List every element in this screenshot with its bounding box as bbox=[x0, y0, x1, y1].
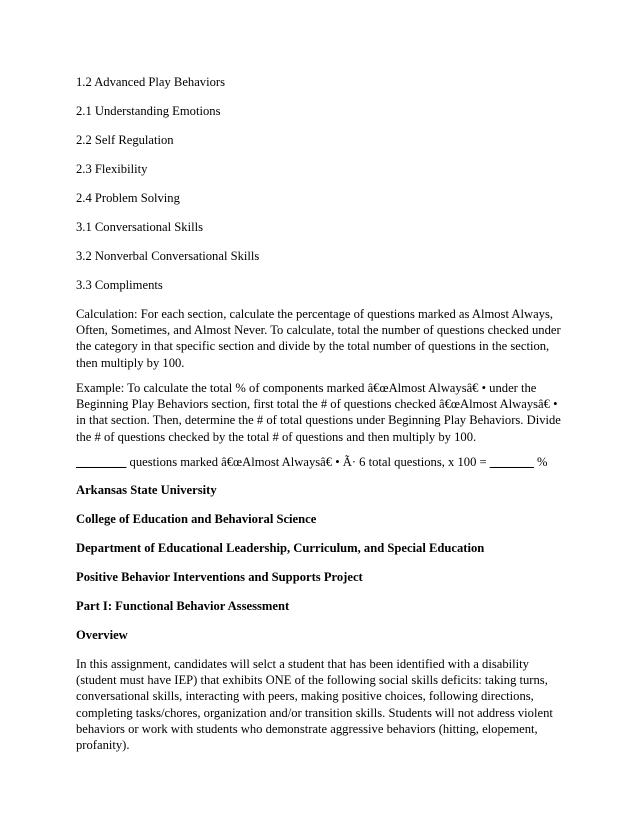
overview-paragraph: In this assignment, candidates will selct a student that has been identified with a disability (student must have IEP) that exhibits ONE of the following social skills deficits: taking turns, conversational skills, interacting with peers, making positive choices, following directions, completing tasks/chores, organization and/or transition skills. Students will not address violent behaviors or work with students who demonstrate aggressive behaviors (hitting, elopement, profanity). bbox=[76, 657, 553, 753]
example-paragraph: Example: To calculate the total % of components marked â€œAlmost Alwaysâ€ • under the Beginning Play Behaviors section, first total the # of questions checked â€œAlmost Alwaysâ€ • in that section. Then, determine the # of total questions under Beginning Play Behaviors. Divide the # of questions checked by the total # of questions and then multiply by 100. bbox=[76, 381, 561, 444]
heading-university: Arkansas State University bbox=[76, 483, 217, 497]
list-item-3-2: 3.2 Nonverbal Conversational Skills bbox=[76, 249, 260, 263]
calculation-paragraph: Calculation: For each section, calculate the percentage of questions marked as Almost Always, Often, Sometimes, and Almost Never. To calculate, total the number of questions checked under the category in that specific section and divide by the total number of questions in the section, then multiply by 100. bbox=[76, 307, 561, 370]
formula-blank-left: ________ bbox=[76, 455, 127, 469]
formula-blank-right: _______ bbox=[489, 455, 534, 469]
formula-text: questions marked â€œAlmost Alwaysâ€ • Ã· 6 total questions, x 100 = bbox=[126, 455, 490, 469]
list-item-2-4: 2.4 Problem Solving bbox=[76, 191, 180, 205]
list-item-2-2: 2.2 Self Regulation bbox=[76, 133, 174, 147]
heading-overview: Overview bbox=[76, 628, 128, 642]
formula-suffix: % bbox=[533, 455, 548, 469]
list-item-3-3: 3.3 Compliments bbox=[76, 278, 163, 292]
heading-department: Department of Educational Leadership, Curriculum, and Special Education bbox=[76, 541, 485, 555]
list-item-1-2: 1.2 Advanced Play Behaviors bbox=[76, 75, 225, 89]
formula-line bbox=[76, 454, 548, 470]
list-item-2-1: 2.1 Understanding Emotions bbox=[76, 104, 221, 118]
list-item-3-1: 3.1 Conversational Skills bbox=[76, 220, 203, 234]
heading-college: College of Education and Behavioral Science bbox=[76, 512, 317, 526]
list-item-2-3: 2.3 Flexibility bbox=[76, 162, 148, 176]
heading-project: Positive Behavior Interventions and Supports Project bbox=[76, 570, 363, 584]
heading-part-one: Part I: Functional Behavior Assessment bbox=[76, 599, 290, 613]
